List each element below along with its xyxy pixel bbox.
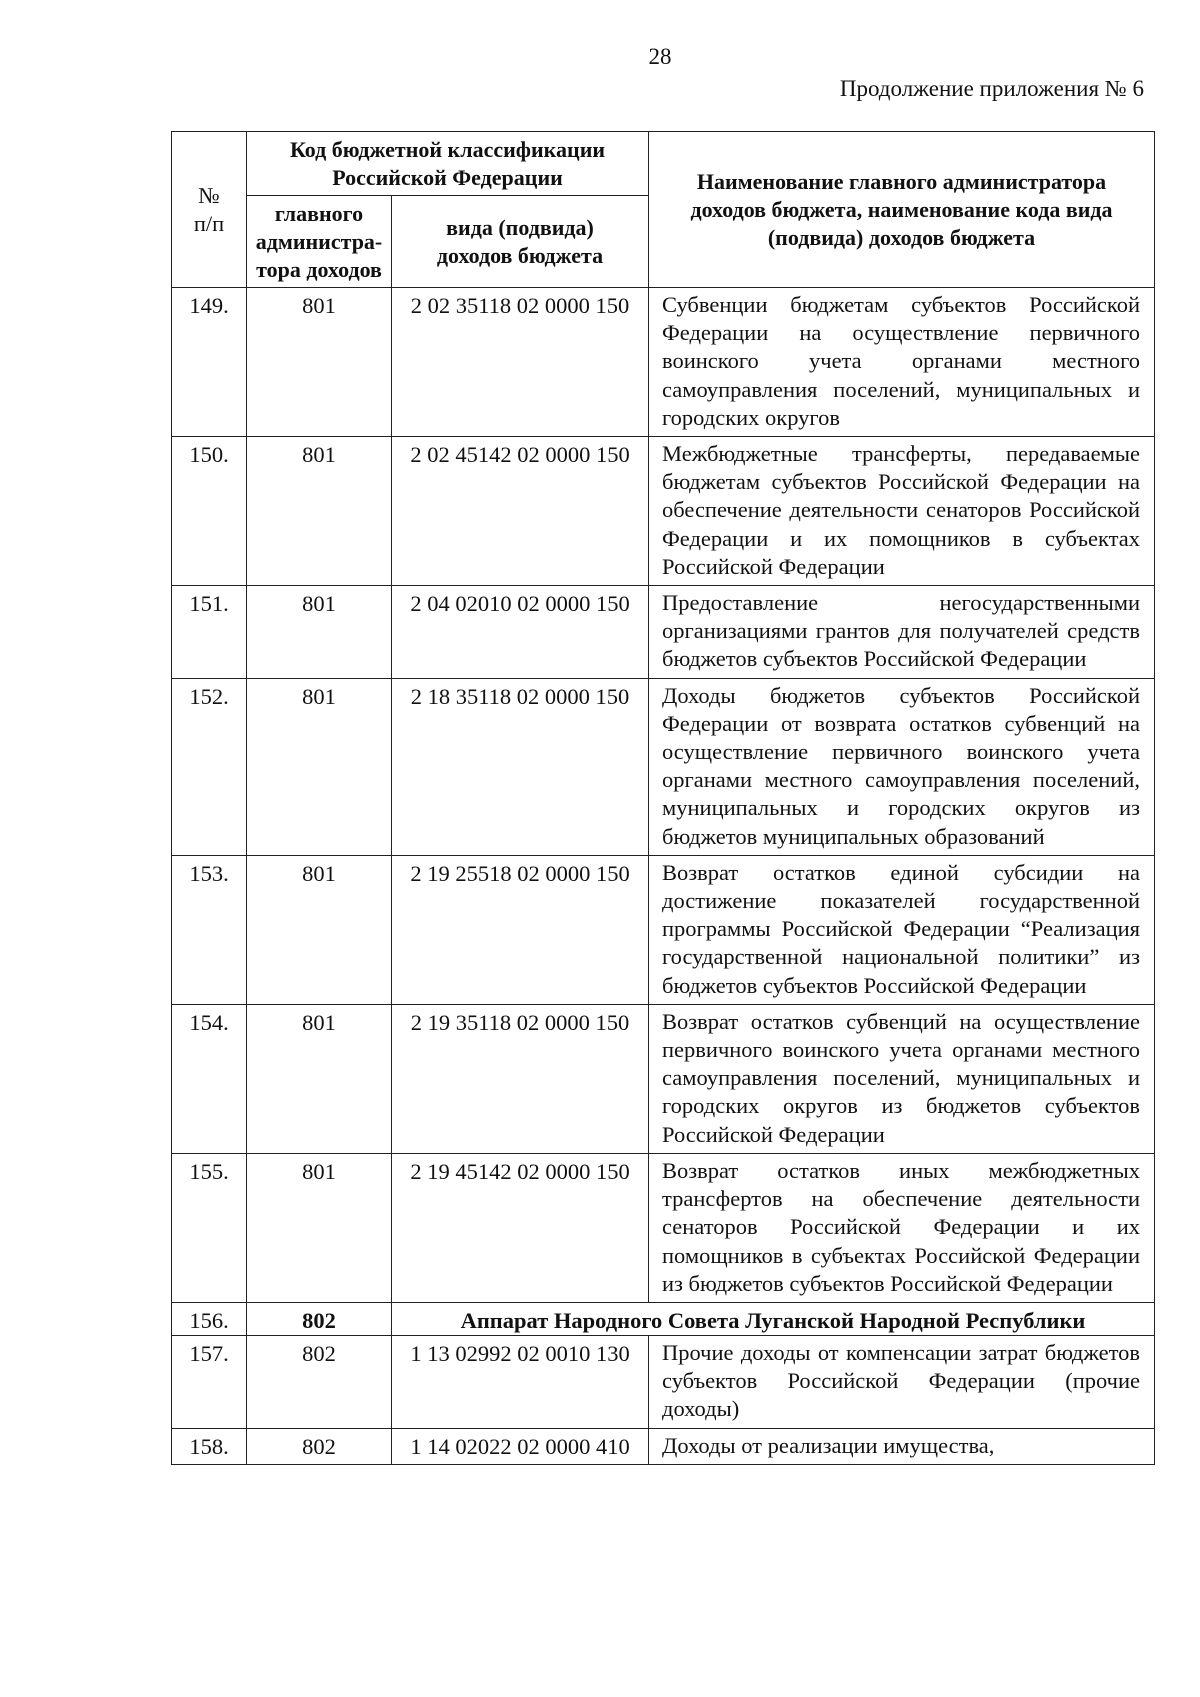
header-type-column: вида (подвида) доходов бюджета	[392, 196, 649, 288]
row-income-code: 2 02 45142 02 0000 150	[392, 437, 649, 586]
table-row	[172, 288, 1155, 437]
row-admin-code: 801	[247, 586, 392, 679]
row-income-code: 2 19 35118 02 0000 150	[392, 1004, 649, 1153]
row-admin-code: 801	[247, 1004, 392, 1153]
row-income-name: Возврат остатков иных межбюджетных трансфертов на обеспечение деятельности сенаторов Российской Федерации и их помощников в субъектах Российской Федерации из бюджетов субъектов Российской Федерации	[649, 1153, 1155, 1302]
row-income-name: Предоставление негосударственными организациями грантов для получателей средств бюджетов субъектов Российской Федерации	[649, 586, 1155, 679]
section-number: 156.	[172, 1302, 247, 1335]
section-admin-code: 802	[247, 1302, 392, 1335]
header-number-abbr: п/п	[193, 210, 225, 236]
row-income-code: 2 19 45142 02 0000 150	[392, 1153, 649, 1302]
row-income-code: 2 18 35118 02 0000 150	[392, 678, 649, 855]
row-number: 151.	[172, 586, 247, 679]
row-income-name: Доходы от реализации имущества,	[649, 1428, 1155, 1464]
row-admin-code: 801	[247, 437, 392, 586]
row-income-name: Возврат остатков единой субсидии на достижение показателей государственной программы Российской Федерации “Реализация государственной национальной политики” из бюджетов субъектов Российской Федерации	[649, 855, 1155, 1004]
header-row-number	[172, 132, 247, 288]
row-income-name: Прочие доходы от компенсации затрат бюджетов субъектов Российской Федерации (прочие доходы)	[649, 1335, 1155, 1428]
table-row	[172, 1428, 1155, 1464]
row-admin-code: 801	[247, 1153, 392, 1302]
row-income-name: Межбюджетные трансферты, передаваемые бюджетам субъектов Российской Федерации на обеспечение деятельности сенаторов Российской Федерации и их помощников в субъектах Российской Федерации	[649, 437, 1155, 586]
row-number: 155.	[172, 1153, 247, 1302]
row-income-code: 2 02 35118 02 0000 150	[392, 288, 649, 437]
row-number: 154.	[172, 1004, 247, 1153]
row-admin-code: 802	[247, 1335, 392, 1428]
row-number: 153.	[172, 855, 247, 1004]
table-row	[172, 1153, 1155, 1302]
appendix-continuation-label: Продолжение приложения № 6	[839, 76, 1144, 101]
header-code-group: Код бюджетной классификации Российской Федерации	[247, 132, 649, 196]
section-row	[172, 1302, 1155, 1335]
row-number: 157.	[172, 1335, 247, 1428]
row-income-code: 2 04 02010 02 0000 150	[392, 586, 649, 679]
table-row	[172, 1335, 1155, 1428]
row-income-code: 2 19 25518 02 0000 150	[392, 855, 649, 1004]
row-number: 149.	[172, 288, 247, 437]
row-number: 158.	[172, 1428, 247, 1464]
table-row	[172, 586, 1155, 679]
row-income-name: Субвенции бюджетам субъектов Российской Федерации на осуществление первичного воинского учета органами местного самоуправления поселений, муниципальных и городских округов	[649, 288, 1155, 437]
table-row	[172, 437, 1155, 586]
row-income-code: 1 14 02022 02 0000 410	[392, 1428, 649, 1464]
table-row	[172, 1004, 1155, 1153]
header-number-symbol: №	[198, 182, 220, 208]
row-income-name: Доходы бюджетов субъектов Российской Федерации от возврата остатков субвенций на осуществление первичного воинского учета органами местного самоуправления поселений, муниципальных и городских округов из бюджетов муниципальных образований	[649, 678, 1155, 855]
table-row	[172, 678, 1155, 855]
page-number: 28	[648, 44, 672, 69]
row-number: 150.	[172, 437, 247, 586]
row-number: 152.	[172, 678, 247, 855]
table-row	[172, 855, 1155, 1004]
row-admin-code: 801	[247, 855, 392, 1004]
row-admin-code: 801	[247, 288, 392, 437]
row-admin-code: 802	[247, 1428, 392, 1464]
row-income-name: Возврат остатков субвенций на осуществление первичного воинского учета органами местного самоуправления поселений, муниципальных и городских округов из бюджетов субъектов Российской Федерации	[649, 1004, 1155, 1153]
header-admin-column: главного администра-тора доходов	[247, 196, 392, 288]
row-admin-code: 801	[247, 678, 392, 855]
header-name-column: Наименование главного администратора доходов бюджета, наименование кода вида (подвида) доходов бюджета	[649, 132, 1155, 288]
section-title: Аппарат Народного Совета Луганской Народной Республики	[392, 1302, 1155, 1335]
budget-classification-table	[171, 131, 1155, 1465]
row-income-code: 1 13 02992 02 0010 130	[392, 1335, 649, 1428]
